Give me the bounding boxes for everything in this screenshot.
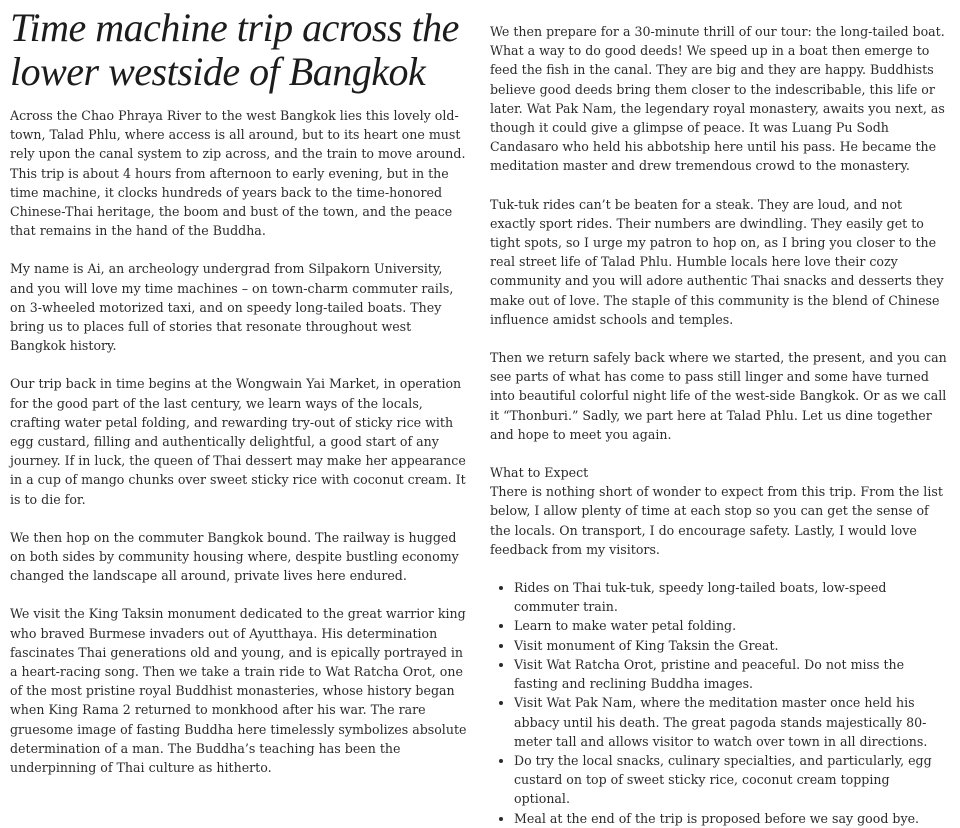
what-to-expect-intro: There is nothing short of wonder to expect from this trip. From the list below, I allow plenty of time at each stop so you can get the sense of the locals. On transport, I do encourage safety. Lastly, I would love feedback from my visitors.: [490, 484, 943, 557]
list-item: • Rides on Thai tuk-tuk, speedy long-tailed boats, low-speed commuter train.: [514, 578, 948, 616]
monument-paragraph: We visit the King Taksin monument dedicated to the great warrior king who braved Burmese invaders out of Ayutthaya. His determination fascinates Thai generations old and young, and is epically portrayed in a heart-racing song. Then we take a train ride to Wat Ratcha Orot, one of the most pristine royal Buddhist monasteries, whose history began when King Rama 2 returned to monkhood after his war. The rare gruesome image of fasting Buddha here timelessly symbolizes absolute determination of a man. The Buddha’s teaching has been the underpinning of Thai culture as hitherto.: [10, 606, 467, 776]
tuktuk-paragraph: Tuk-tuk rides can’t be beaten for a steak. They are loud, and not exactly sport rides. Their numbers are dwindling. They easily get to tight spots, so I urge my patron to hop on, as I bring you closer to the real street life of Talad Phlu. Humble locals here love their cozy community and you will adore authentic Thai snacks and desserts they make out of love. The staple of this community is the blend of Chinese influence amidst schools and temples.: [490, 196, 944, 327]
expectations-list: [490, 578, 948, 828]
intro-paragraph: Across the Chao Phraya River to the west Bangkok lies this lovely old-town, Talad Phlu, where access is all around, but to its heart one must rely upon the canal system to zip across, and the train to move around. This trip is about 4 hours from afternoon to early evening, but in the time machine, it clocks hundreds of years back to the time-honored Chinese-Thai heritage, the boom and bust of the town, and the peace that remains in the hand of the Buddha.: [10, 108, 466, 239]
list-item: • Learn to make water petal folding.: [514, 616, 948, 635]
commuter-paragraph: We then hop on the commuter Bangkok bound. The railway is hugged on both sides by community housing where, despite bustling economy changed the landscape all around, private lives here endured.: [10, 529, 459, 584]
return-paragraph: Then we return safely back where we started, the present, and you can see parts of what has come to pass still linger and some have turned into beautiful colorful night life of the west-side Bangkok. Or as we call it “Thonburi.” Sadly, we part here at Talad Phlu. Let us dine together and hope to meet you again.: [490, 350, 947, 442]
page-title: Time machine trip across the lower westside of Bangkok: [10, 5, 459, 94]
guide-paragraph: My name is Ai, an archeology undergrad from Silpakorn University, and you will love my time machines – on town-charm commuter rails, on 3-wheeled motorized taxi, and on speedy long-tailed boats. They bring us to places full of stories that resonate throughout west Bangkok history.: [10, 261, 454, 354]
list-item: • Visit Wat Pak Nam, where the meditation master once held his abbacy until his death. The great pagoda stands majestically 80-meter tall and allows visitor to watch over town in all directions.: [514, 693, 948, 751]
boat-paragraph: We then prepare for a 30-minute thrill of our tour: the long-tailed boat. What a way to do good deeds! We speed up in a boat then emerge to feed the fish in the canal. They are big and they are happy. Buddhists believe good deeds bring them closer to the indescribable, this life or later. Wat Pak Nam, the legendary royal monastery, awaits you next, as though it could give a glimpse of peace. It was Luang Pu Sodh Candasaro who held his abbotship here until his pass. He became the meditation master and drew tremendous crowd to the monastery.: [490, 24, 945, 174]
market-paragraph: Our trip back in time begins at the Wongwain Yai Market, in operation for the good part of the last century, we learn ways of the locals, crafting water petal folding, and rewarding try-out of sticky rice with egg custard, filling and authentically delightful, a good start of any journey. If in luck, the queen of Thai dessert may make her appearance in a cup of mango chunks over sweet sticky rice with coconut cream. It is to die for.: [10, 376, 466, 507]
list-item: • Do try the local snacks, culinary specialties, and particularly, egg custard on top of sweet sticky rice, coconut cream topping optional.: [514, 751, 948, 809]
what-to-expect-heading: What to Expect: [490, 465, 589, 481]
left-column: [10, 0, 468, 796]
list-item: • Meal at the end of the trip is proposed before we say good bye.: [514, 809, 948, 828]
list-item: • Visit monument of King Taksin the Great.: [514, 636, 948, 655]
list-item: • Visit Wat Ratcha Orot, pristine and peaceful. Do not miss the fasting and reclining Buddha images.: [514, 655, 948, 693]
right-column: [490, 22, 948, 828]
